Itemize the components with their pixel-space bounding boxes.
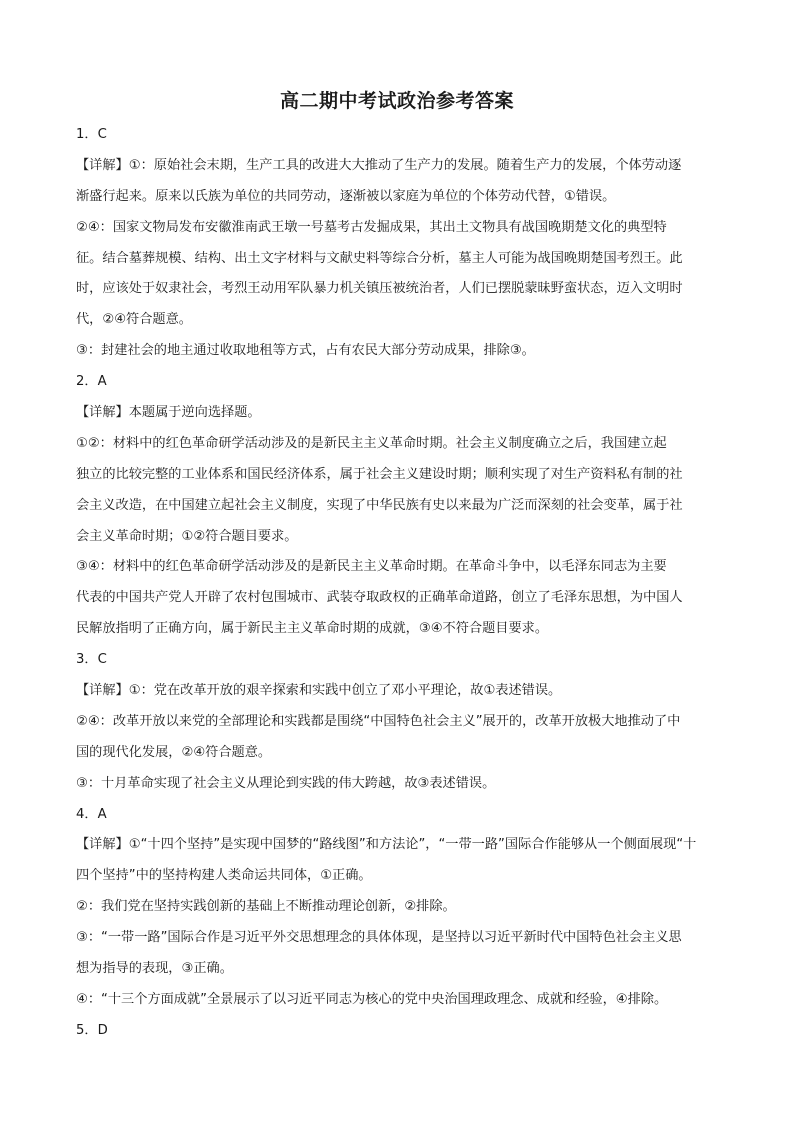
text-line: ②④：改革开放以来党的全部理论和实践都是围绕“中国特色社会主义”展开的，改革开放极大地推动了中 (76, 713, 681, 729)
text-line: 代表的中国共产党人开辟了农村包围城市、武装夺取政权的正确革命道路，创立了毛泽东思想，为中国人 (76, 590, 683, 606)
text-line: ③：“一带一路”国际合作是习近平外交思想理念的具体体现，是坚持以习近平新时代中国特色社会主义思 (76, 930, 682, 946)
text-line: 【详解】本题属于逆向选择题。 (76, 405, 261, 421)
text-line: 国的现代化发展，②④符合题意。 (76, 744, 272, 760)
text-line: 会主义改造，在中国建立起社会主义制度，实现了中华民族有史以来最为广泛而深刻的社会变革，属于社 (76, 497, 683, 513)
text-line: ①②：材料中的红色革命研学活动涉及的是新民主主义革命时期。社会主义制度确立之后，我国建立起 (76, 435, 667, 451)
text-line: ④：“十三个方面成就”全景展示了以习近平同志为核心的党中央治国理政理念、成就和经验，④排除。 (76, 991, 668, 1007)
answer-number: 5．D (76, 1022, 108, 1038)
text-line: 【详解】①“十四个坚持”是实现中国梦的“路线图”和方法论”，“一带一路”国际合作能够从一个侧面展现“十 (76, 837, 697, 853)
answer-number: 2．A (76, 374, 107, 390)
text-line: 【详解】①：原始社会末期，生产工具的改进大大推动了生产力的发展。随着生产力的发展，个体劳动逐 (76, 157, 682, 173)
text-line: 征。结合墓葬规模、结构、出土文字材料与文献史料等综合分析，墓主人可能为战国晚期楚国考烈王。此 (76, 250, 683, 266)
text-line: 代，②④符合题意。 (76, 312, 192, 328)
answer-number: 3．C (76, 652, 107, 668)
text-line: 独立的比较完整的工业体系和国民经济体系，属于社会主义建设时期；顺利实现了对生产资料私有制的社 (76, 466, 683, 482)
answer-body (76, 120, 726, 1047)
text-line: 【详解】①：党在改革开放的艰辛探索和实践中创立了邓小平理论，故①表述错误。 (76, 683, 562, 699)
page-title: 高二期中考试政治参考答案 (279, 90, 514, 112)
text-line: ③④：材料中的红色革命研学活动涉及的是新民主主义革命时期。在革命斗争中，以毛泽东同志为主要 (76, 559, 667, 575)
answer-number: 4．A (76, 806, 107, 822)
text-line: 时，应该处于奴隶社会，考烈王动用军队暴力机关镇压被统治者，人们已摆脱蒙昧野蛮状态，迈入文明时 (76, 281, 683, 297)
answer-number: 1．C (76, 127, 107, 142)
text-line: 渐盛行起来。原来以氏族为单位的共同劳动，逐渐被以家庭为单位的个体劳动代替，①错误。 (76, 188, 616, 204)
text-line: 会主义革命时期；①②符合题目要求。 (76, 528, 298, 544)
text-line: 想为指导的表现，③正确。 (76, 961, 233, 977)
text-line: 民解放指明了正确方向，属于新民主主义革命时期的成就，③④不符合题目要求。 (76, 621, 549, 637)
text-line: ③：十月革命实现了社会主义从理论到实践的伟大跨越，故③表述错误。 (76, 775, 496, 791)
text-line: ②：我们党在坚持实践创新的基础上不断推动理论创新，②排除。 (76, 899, 456, 915)
text-line: ③：封建社会的地主通过收取地租等方式，占有农民大部分劳动成果，排除③。 (76, 343, 535, 359)
text-line: ②④：国家文物局发布安徽淮南武王墩一号墓考古发掘成果，其出土文物具有战国晚期楚文化的典型特 (76, 219, 667, 235)
text-line: 四个坚持”中的坚持构建人类命运共同体，①正确。 (76, 868, 372, 884)
